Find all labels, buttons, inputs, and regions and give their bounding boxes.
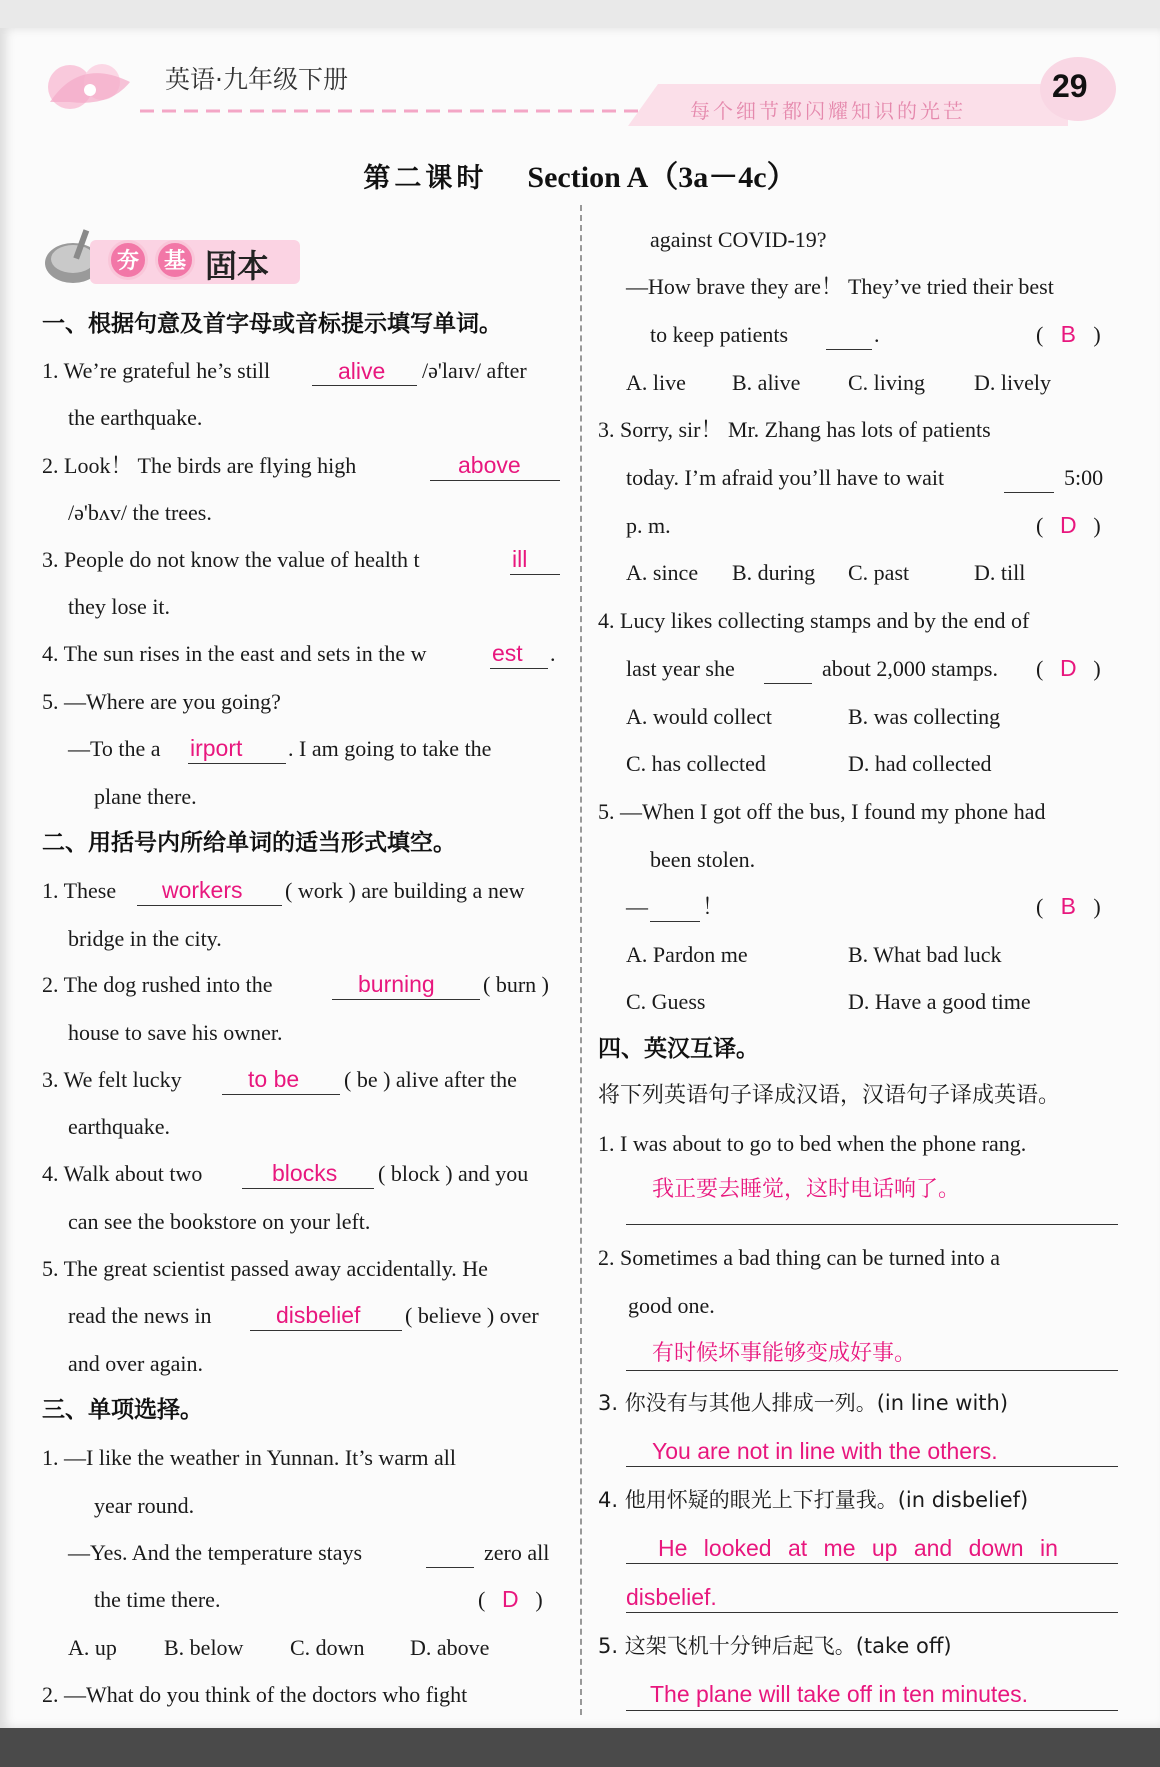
p2-q5-cont: read the news in [68,1303,212,1328]
answer-line [626,1563,1118,1564]
p2-q2-cont: ( burn ) [483,972,549,997]
p3-q5-cont: been stolen. [650,847,756,872]
answer-line [626,1224,1118,1225]
p1-q5-text: 5. —Where are you going? [42,689,281,714]
p3-q4-opt-d: D. had collected [848,751,992,776]
p3-q4-cont2: about 2,000 stamps. [822,656,998,681]
p2-q4-text: 4. Walk about two [42,1161,203,1186]
p3-q2-opt-c: C. living [848,370,926,395]
p3-q2-opt-a: A. live [626,370,686,395]
p2-q5-cont2: ( believe ) over [405,1303,539,1328]
p2-q1-cont2: bridge in the city. [68,926,222,951]
p4-q2-cont: good one. [628,1293,715,1318]
answer-blank [250,1330,402,1331]
p3-q1-opt-b: B. below [164,1635,244,1660]
p1-q3-answer: ill [512,546,528,572]
part4-heading: 四、英汉互译。 [598,1036,759,1062]
p4-q4-text: 4. 他用怀疑的眼光上下打量我。(in disbelief) [598,1488,1029,1512]
p4-q5-answer: The plane will take off in ten minutes. [650,1681,1029,1707]
answer-blank [490,668,548,669]
p3-q3-opt-d: D. till [974,560,1026,585]
badge-text: 固本 [205,247,270,285]
part3-heading: 三、单项选择。 [42,1397,203,1423]
p3-q5-text: 5. —When I got off the bus, I found my phone had [598,799,1046,824]
p3-q4-opt-c: C. has collected [626,751,766,776]
p2-q2-cont2: house to save his owner. [68,1020,283,1045]
p2-q3-cont: ( be ) alive after the [344,1067,517,1092]
p3-q4-text: 4. Lucy likes collecting stamps and by the end of [598,608,1030,633]
p2-q5-cont3: and over again. [68,1351,203,1376]
p3-q3-cont: today. I’m afraid you’ll have to wait [626,465,945,490]
p3-q1-text: 1. —I like the weather in Yunnan. It’s warm all [42,1445,457,1470]
p3-q3-time: 5:00 [1064,465,1104,490]
p1-q5-reply: —To the a [68,736,161,761]
p3-q3-text: 3. Sorry, sir！ Mr. Zhang has lots of patients [598,417,991,442]
p3-q3-opt-a: A. since [626,560,699,585]
page-number: 29 [1052,68,1088,104]
p4-q4-answer-line2: disbelief. [626,1584,717,1610]
p3-q1-opt-d: D. above [410,1635,490,1660]
answer-blank [430,480,560,481]
p1-q4-answer: est [492,640,523,666]
p3-q3-answer-box: ( D ) [1036,512,1101,538]
p3-q5-answer: B [1060,893,1076,919]
p3-q1-answer: D [502,1586,519,1612]
p2-q4-answer: blocks [272,1160,338,1186]
p2-q5-text: 5. The great scientist passed away accidentally. He [42,1256,488,1281]
p1-q3-text: 3. People do not know the value of health t [42,547,420,572]
p3-q3-opt-b: B. during [732,560,816,585]
p3-q5-opt-d: D. Have a good time [848,989,1031,1014]
p2-q3-answer: to be [248,1066,300,1092]
p2-q5-answer: disbelief [276,1302,361,1328]
badge-char-1: 夯 [108,240,148,280]
answer-blank [650,921,700,922]
answer-blank [137,905,282,906]
p3-q1-reply: —Yes. And the temperature stays [68,1540,363,1565]
p3-q1-answer-box: ( D ) [478,1586,543,1612]
answer-blank [222,1094,340,1095]
p1-q2-text: 2. Look！ The birds are flying high [42,453,357,478]
answer-line [626,1466,1118,1467]
p3-q2-reply: —How brave they are！ They’ve tried their best [626,274,1054,299]
p1-q3-cont: they lose it. [68,594,171,619]
p3-q5-opt-a: A. Pardon me [626,942,748,967]
p4-q1-text: 1. I was about to go to bed when the phone rang. [598,1131,1027,1156]
lesson-label: 第二课时 [363,163,488,194]
p3-q5-dash: — [626,894,648,919]
floral-ornament-icon [40,52,150,122]
part1-heading: 一、根据句意及首字母或音标提示填写单词。 [42,311,502,337]
p2-q3-cont2: earthquake. [68,1114,170,1139]
p4-q3-text: 3. 你没有与其他人排成一列。(in line with) [598,1391,1009,1415]
p3-q5-answer-box: ( B ) [1036,893,1101,919]
p3-q4-opt-a: A. would collect [626,704,773,729]
p1-q1-text: 1. We’re grateful he’s still [42,358,271,383]
p3-q1-opt-c: C. down [290,1635,365,1660]
answer-blank [764,683,812,684]
p3-q2-answer: B [1060,321,1076,347]
p1-q4-text: 4. The sun rises in the east and sets in the w [42,641,427,666]
answer-blank [242,1188,374,1189]
answer-blank [1004,492,1054,493]
p2-q1-answer: workers [162,877,243,903]
p4-q2-text: 2. Sometimes a bad thing can be turned into a [598,1245,1001,1270]
p2-q2-text: 2. The dog rushed into the [42,972,273,997]
p1-q5-cont: . I am going to take the [288,736,492,761]
p3-q3-answer: D [1060,512,1077,538]
p3-q2-end: . [874,322,880,347]
answer-line [626,1612,1118,1613]
book-title: 英语·九年级下册 [165,65,348,94]
header-dashed-line [140,108,640,114]
p4-q3-answer: You are not in line with the others. [652,1438,998,1464]
p1-q1-answer: alive [338,358,386,384]
p2-q4-cont: ( block ) and you [378,1161,529,1186]
part2-heading: 二、用括号内所给单词的适当形式填空。 [42,830,456,856]
p3-q1-cont: year round. [94,1493,195,1518]
answer-blank [426,1567,474,1568]
p1-q5-cont2: plane there. [94,784,197,809]
p1-q1-cont: the earthquake. [68,405,203,430]
p4-q2-answer: 有时候坏事能够变成好事。 [652,1341,917,1366]
answer-line [626,1370,1118,1371]
p3-q1-cont2: zero all [484,1540,550,1565]
p1-q4-end: . [550,641,556,666]
p2-q1-text: 1. These [42,878,117,903]
p1-q2-answer: above [458,452,521,478]
scan-top-strip [0,0,1160,28]
p3-q2-answer-box: ( B ) [1036,321,1101,347]
section-title [0,152,1160,196]
p3-q2-cont: against COVID-19? [650,227,827,252]
p3-q5-excl: ！ [702,894,725,919]
section-label: Section A（3a－4c） [527,161,797,194]
p3-q4-answer: D [1060,655,1077,681]
answer-blank [332,999,480,1000]
p3-q5-opt-c: C. Guess [626,989,706,1014]
p1-q1-phonetic: /ə'laɪv/ after [422,358,527,383]
p2-q4-cont2: can see the bookstore on your left. [68,1209,371,1234]
p4-q1-answer: 我正要去睡觉，这时电话响了。 [652,1177,961,1202]
p3-q4-opt-b: B. was collecting [848,704,1001,729]
answer-blank [826,349,872,350]
answer-blank [510,574,560,575]
p3-q2-opt-b: B. alive [732,370,801,395]
p2-q3-text: 3. We felt lucky [42,1067,182,1092]
p3-q2-opt-d: D. lively [974,370,1051,395]
p4-q5-text: 5. 这架飞机十分钟后起飞。(take off) [598,1634,952,1658]
answer-blank [188,763,286,764]
answer-line [626,1710,1118,1711]
p1-q2-cont: /ə'bʌv/ the trees. [68,500,212,525]
p4-q4-answer-line1: He looked at me up and down in [658,1535,1058,1561]
p2-q2-answer: burning [358,971,435,997]
p1-q5-answer: irport [190,735,243,761]
header-slogan: 每个细节都闪耀知识的光芒 [690,99,966,123]
p3-q4-answer-box: ( D ) [1036,655,1101,681]
p3-q1-opt-a: A. up [68,1635,117,1660]
p3-q2-cont2: to keep patients [650,322,789,347]
column-divider [580,205,582,1715]
badge-char-2: 基 [155,240,195,280]
p3-q1-cont3: the time there. [94,1587,221,1612]
p3-q3-cont2: p. m. [626,513,671,538]
part4-instructions: 将下列英语句子译成汉语，汉语句子译成英语。 [598,1083,1061,1108]
p2-q1-cont: ( work ) are building a new [285,878,525,903]
p3-q2-text: 2. —What do you think of the doctors who fight [42,1682,468,1707]
p3-q5-opt-b: B. What bad luck [848,942,1002,967]
p3-q3-opt-c: C. past [848,560,910,585]
p3-q4-cont: last year she [626,656,735,681]
